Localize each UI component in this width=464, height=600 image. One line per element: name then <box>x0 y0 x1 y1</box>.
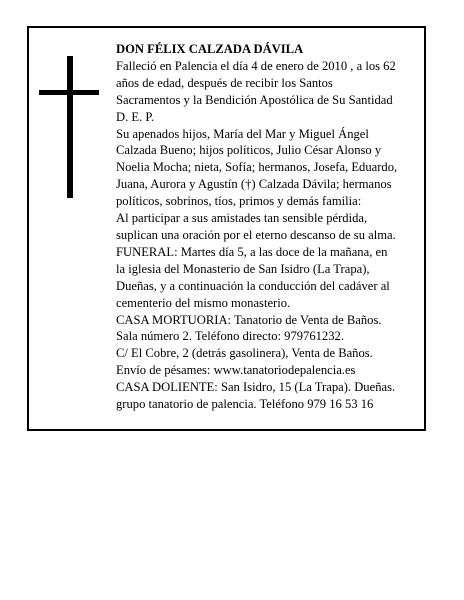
website-line: Envío de pésames: www.tanatoriodepalencia.es <box>116 363 356 378</box>
cross-vertical-bar <box>67 56 73 198</box>
notice-line: Sala número 2. Teléfono directo: 979761232. <box>116 329 344 344</box>
notice-line: Falleció en Palencia el día 4 de enero de 2010 , a los 62 <box>116 58 396 73</box>
notice-line: CASA DOLIENTE: San Isidro, 15 (La Trapa). Dueñas. <box>116 380 396 395</box>
notice-line: Su apenados hijos, María del Mar y Miguel Ángel <box>116 126 369 141</box>
obituary-notice <box>27 26 426 431</box>
notice-line: D. E. P. <box>116 109 155 124</box>
notice-text <box>116 41 422 413</box>
notice-line: Al participar a sus amistades tan sensible pérdida, <box>116 211 368 226</box>
notice-line: Calzada Bueno; hijos políticos, Julio César Alonso y <box>116 143 382 158</box>
notice-line: CASA MORTUORIA: Tanatorio de Venta de Baños. <box>116 312 382 327</box>
notice-line: suplican una oración por el eterno descanso de su alma. <box>116 227 396 242</box>
notice-line: FUNERAL: Martes día 5, a las doce de la mañana, en <box>116 244 388 259</box>
notice-line: Noelia Mocha; nieta, Sofía; hermanos, Josefa, Eduardo, <box>116 160 398 175</box>
deceased-name: DON FÉLIX CALZADA DÁVILA <box>116 42 304 56</box>
phone-line: grupo tanatorio de palencia. Teléfono 979 16 53 16 <box>116 397 374 412</box>
notice-line: Dueñas, y a continuación la conducción del cadáver al <box>116 278 390 293</box>
cross-horizontal-bar <box>39 90 99 95</box>
notice-line: la iglesia del Monasterio de San Isidro (La Trapa), <box>116 261 370 276</box>
notice-line: cementerio del mismo monasterio. <box>116 295 291 310</box>
latin-cross-icon <box>39 56 99 198</box>
notice-line: años de edad, después de recibir los Santos <box>116 75 333 90</box>
notice-line: Juana, Aurora y Agustín (†) Calzada Dávila; hermanos <box>116 177 392 192</box>
notice-line: políticos, sobrinos, tíos, primos y demás familia: <box>116 194 362 209</box>
notice-line: C/ El Cobre, 2 (detrás gasolinera), Venta de Baños. <box>116 346 373 361</box>
notice-line: Sacramentos y la Bendición Apostólica de Su Santidad <box>116 92 393 107</box>
